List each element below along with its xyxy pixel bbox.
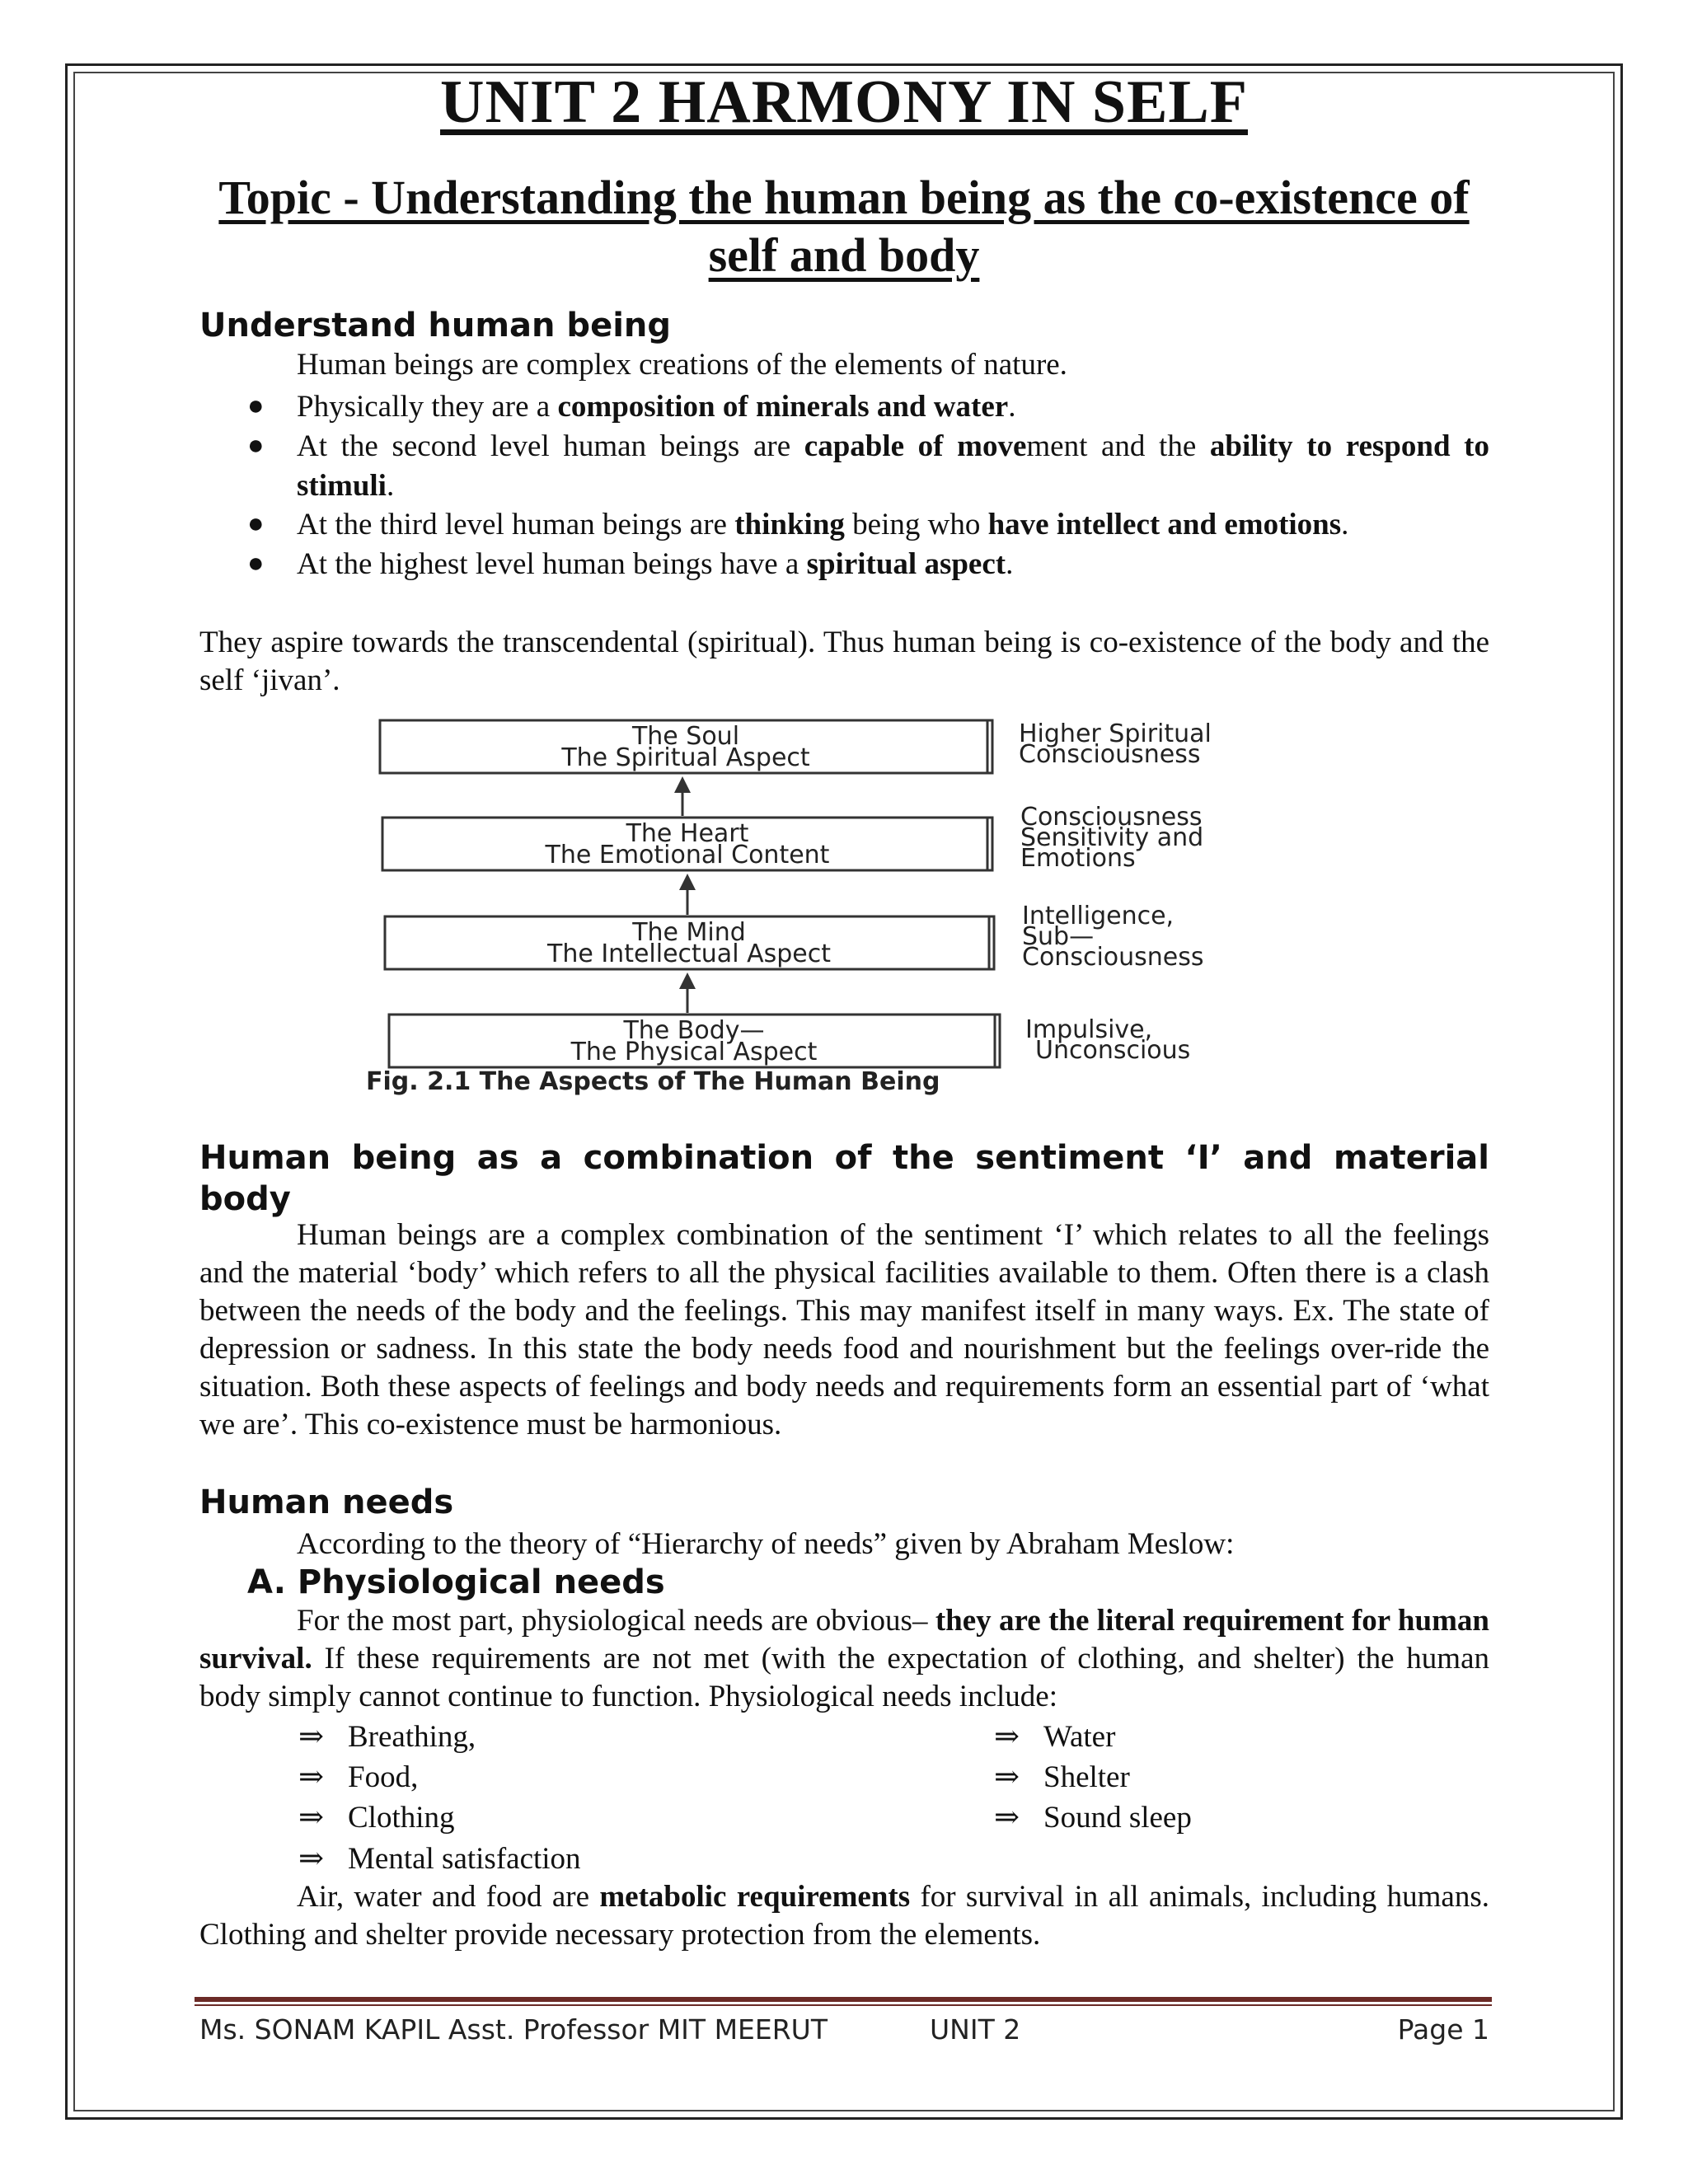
- bullet-item: At the second level human beings are capable of movement and the ability to respond to stimuli.: [297, 429, 1489, 503]
- side-body-line1: Impulsive,: [1025, 1015, 1153, 1044]
- subheading-physiological: A. Physiological needs: [247, 1563, 665, 1601]
- implies-arrow-icon: ⇒: [298, 1842, 325, 1876]
- footer-rule: [195, 1997, 1492, 2002]
- need-item: ⇒ Water: [994, 1718, 1115, 1756]
- need-item: ⇒ Clothing: [298, 1799, 455, 1837]
- box-heart-line1: The Heart: [626, 819, 749, 848]
- need-item: ⇒ Shelter: [994, 1759, 1130, 1797]
- section-heading-human-needs: Human needs: [199, 1483, 454, 1521]
- side-body-line2: Unconscious: [1035, 1036, 1191, 1065]
- metabolic-paragraph: Air, water and food are metabolic requirements for survival in all animals, including humans. Clothing and shelter provide necessary protection from the elements.: [199, 1880, 1489, 1952]
- need-item: ⇒ Sound sleep: [994, 1799, 1192, 1837]
- physiological-paragraph: For the most part, physiological needs are obvious– they are the literal requirement for human survival. If these requirements are not met (with the expectation of clothing, and shelter) the human body simply cannot continue to function. Physiological needs include:: [199, 1604, 1489, 1713]
- need-item: ⇒ Food,: [298, 1759, 418, 1797]
- section-heading-sentiment: Human being as a combination of the sentiment ‘I’ and material body: [199, 1139, 1489, 1218]
- box-body-line2: The Physical Aspect: [570, 1038, 818, 1066]
- bullet-dot: ●: [247, 548, 265, 579]
- implies-arrow-icon: ⇒: [994, 1801, 1020, 1835]
- side-heart-line1: Consciousness: [1020, 803, 1203, 832]
- implies-arrow-icon: ⇒: [298, 1801, 325, 1835]
- section-heading-understand: Understand human being: [199, 307, 672, 344]
- footer-unit: UNIT 2: [930, 2013, 1021, 2046]
- bullet-item: Physically they are a composition of minerals and water.: [297, 390, 1016, 424]
- side-soul-line2: Consciousness: [1019, 740, 1201, 769]
- box-body-line1: The Body—: [623, 1016, 765, 1045]
- bullet-dot: ●: [247, 430, 265, 461]
- side-mind-line1: Intelligence,: [1022, 902, 1175, 930]
- box-soul-line1: The Soul: [631, 722, 740, 751]
- bullet-item: At the third level human beings are thinking being who have intellect and emotions.: [297, 508, 1349, 541]
- box-mind-line2: The Intellectual Aspect: [547, 940, 831, 968]
- footer-page-number: Page 1: [1397, 2013, 1489, 2046]
- side-soul-line1: Higher Spiritual: [1019, 719, 1212, 748]
- footer-author: Ms. SONAM KAPIL Asst. Professor MIT MEERUT: [199, 2013, 828, 2046]
- implies-arrow-icon: ⇒: [298, 1760, 325, 1794]
- need-item: ⇒ Mental satisfaction: [298, 1840, 581, 1878]
- bullet-dot: ●: [247, 509, 265, 539]
- side-heart-line2: Sensitivity and: [1020, 823, 1204, 852]
- side-mind-line3: Consciousness: [1022, 943, 1204, 972]
- side-heart-line3: Emotions: [1020, 844, 1136, 873]
- figure-caption: Fig. 2.1 The Aspects of The Human Being: [366, 1067, 940, 1096]
- need-item: ⇒ Breathing,: [298, 1718, 476, 1756]
- box-heart-line2: The Emotional Content: [545, 841, 830, 869]
- needs-intro: According to the theory of “Hierarchy of needs” given by Abraham Meslow:: [297, 1527, 1235, 1561]
- box-mind-line1: The Mind: [632, 918, 746, 947]
- implies-arrow-icon: ⇒: [994, 1720, 1020, 1754]
- sentiment-paragraph: Human beings are a complex combination of the sentiment ‘I’ which relates to all the feelings and the material ‘body’ which refers to all the physical facilities available to them. Often there is a clash between the needs of the body and the feelings. This may manifest itself in many ways. Ex. The state of depression or sadness. In this state the body needs food and nourishment but the feelings over-ride the situation. Both these aspects of feelings and body needs and requirements form an essential part of ‘what we are’. This co-existence must be harmonious.: [199, 1218, 1489, 1441]
- side-mind-line2: Sub—: [1022, 922, 1095, 951]
- intro-text: Human beings are complex creations of the elements of nature.: [297, 348, 1067, 382]
- bullet-dot: ●: [247, 391, 265, 421]
- topic-heading: Topic - Understanding the human being as the co-existence of self and body: [218, 171, 1470, 282]
- implies-arrow-icon: ⇒: [298, 1720, 325, 1754]
- aspire-paragraph: They aspire towards the transcendental (spiritual). Thus human being is co-existence of the body and the self ‘jivan’.: [199, 626, 1489, 697]
- page-title: UNIT 2 HARMONY IN SELF: [440, 68, 1248, 136]
- footer-rule-thin: [195, 2004, 1492, 2006]
- box-soul-line2: The Spiritual Aspect: [561, 743, 810, 772]
- bullet-item: At the highest level human beings have a spiritual aspect.: [297, 547, 1014, 581]
- implies-arrow-icon: ⇒: [994, 1760, 1020, 1794]
